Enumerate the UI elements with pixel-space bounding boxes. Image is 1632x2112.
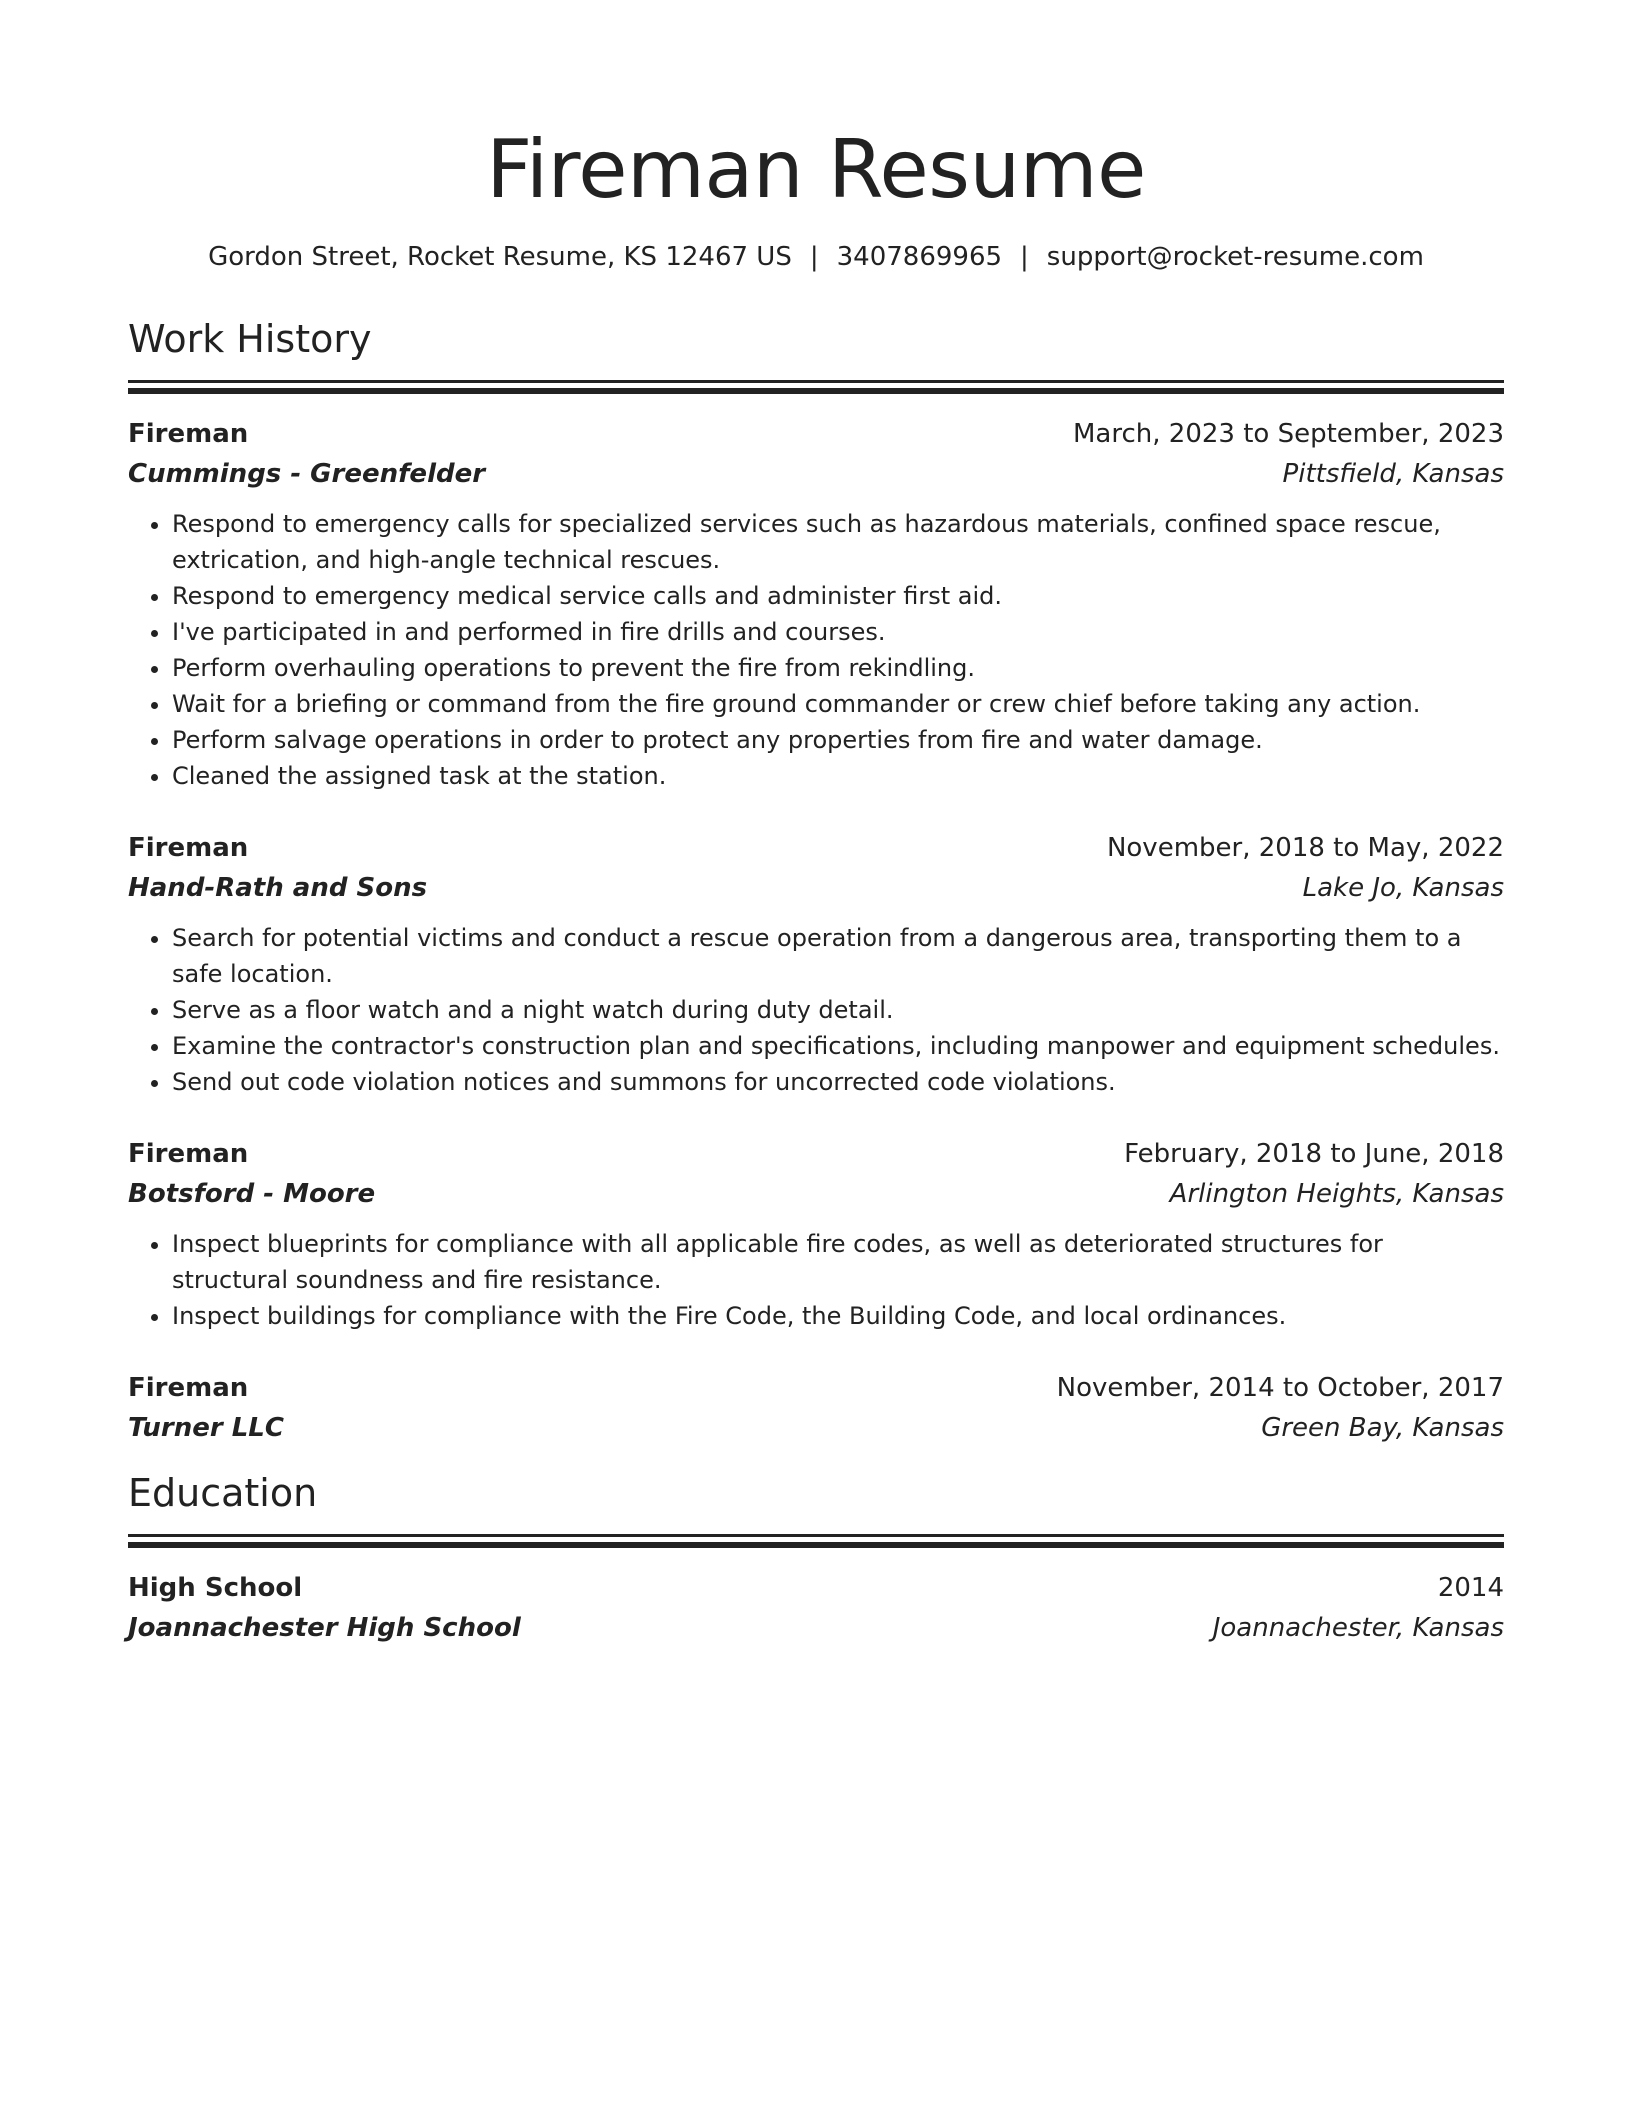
job-company: Turner LLC bbox=[128, 1413, 284, 1443]
job-location: Green Bay, Kansas bbox=[1261, 1413, 1504, 1443]
education-section bbox=[128, 1470, 1504, 1648]
education-location: Joannachester, Kansas bbox=[1212, 1613, 1504, 1643]
job-title: Fireman bbox=[128, 419, 249, 449]
job-bullet: • Cleaned the assigned task at the station. bbox=[172, 758, 1504, 794]
contact-address: Gordon Street, Rocket Resume, KS 12467 US bbox=[208, 242, 792, 272]
job-bullet: • I've participated in and performed in fire drills and courses. bbox=[172, 614, 1504, 650]
job-entry bbox=[128, 828, 1504, 1100]
job-location: Pittsfield, Kansas bbox=[1282, 459, 1504, 489]
job-bullet: • Search for potential victims and conduct a rescue operation from a dangerous area, transporting them to a safe location. bbox=[172, 920, 1504, 992]
job-company: Cummings - Greenfelder bbox=[128, 459, 486, 489]
job-entry bbox=[128, 1134, 1504, 1334]
job-company: Hand-Rath and Sons bbox=[128, 873, 428, 903]
job-dates: March, 2023 to September, 2023 bbox=[1073, 419, 1504, 449]
section-divider bbox=[128, 1534, 1504, 1568]
contact-email: support@rocket-resume.com bbox=[1046, 242, 1424, 272]
work-history-heading: Work History bbox=[128, 317, 372, 361]
work-history-section bbox=[128, 316, 1504, 1448]
job-dates: February, 2018 to June, 2018 bbox=[1124, 1139, 1504, 1169]
job-bullet: • Perform salvage operations in order to protect any properties from fire and water damage. bbox=[172, 722, 1504, 758]
job-title: Fireman bbox=[128, 833, 249, 863]
job-location: Lake Jo, Kansas bbox=[1302, 873, 1504, 903]
education-year: 2014 bbox=[1437, 1573, 1504, 1603]
job-bullets bbox=[128, 506, 1504, 794]
job-bullet: • Respond to emergency medical service calls and administer first aid. bbox=[172, 578, 1504, 614]
contact-phone: 3407869965 bbox=[836, 242, 1003, 272]
education-degree: High School bbox=[128, 1573, 303, 1603]
job-entry bbox=[128, 414, 1504, 794]
education-entry bbox=[128, 1568, 1504, 1648]
job-bullet: • Respond to emergency calls for specialized services such as hazardous materials, confined space rescue, extrication, and high-angle technical rescues. bbox=[172, 506, 1504, 578]
job-bullet: • Examine the contractor's construction plan and specifications, including manpower and equipment schedules. bbox=[172, 1028, 1504, 1064]
job-location: Arlington Heights, Kansas bbox=[1169, 1179, 1504, 1209]
education-school: Joannachester High School bbox=[128, 1613, 521, 1643]
job-bullet: • Serve as a floor watch and a night watch during duty detail. bbox=[172, 992, 1504, 1028]
contact-line bbox=[128, 240, 1504, 274]
job-title: Fireman bbox=[128, 1139, 249, 1169]
job-bullet: • Inspect buildings for compliance with the Fire Code, the Building Code, and local ordinances. bbox=[172, 1298, 1504, 1334]
job-bullet: • Inspect blueprints for compliance with all applicable fire codes, as well as deteriorated structures for structural soundness and fire resistance. bbox=[172, 1226, 1504, 1298]
job-bullets bbox=[128, 1226, 1504, 1334]
job-company: Botsford - Moore bbox=[128, 1179, 376, 1209]
contact-separator: | bbox=[1020, 242, 1029, 272]
job-dates: November, 2014 to October, 2017 bbox=[1056, 1373, 1504, 1403]
job-title: Fireman bbox=[128, 1373, 249, 1403]
job-dates: November, 2018 to May, 2022 bbox=[1106, 833, 1504, 863]
job-bullet: • Send out code violation notices and summons for uncorrected code violations. bbox=[172, 1064, 1504, 1100]
section-divider bbox=[128, 380, 1504, 414]
job-bullet: • Perform overhauling operations to prevent the fire from rekindling. bbox=[172, 650, 1504, 686]
contact-separator: | bbox=[809, 242, 819, 272]
job-entry bbox=[128, 1368, 1504, 1448]
resume-title: Fireman Resume bbox=[486, 123, 1146, 216]
job-bullet: • Wait for a briefing or command from the fire ground commander or crew chief before taking any action. bbox=[172, 686, 1504, 722]
job-bullets bbox=[128, 920, 1504, 1100]
education-heading: Education bbox=[128, 1471, 318, 1515]
